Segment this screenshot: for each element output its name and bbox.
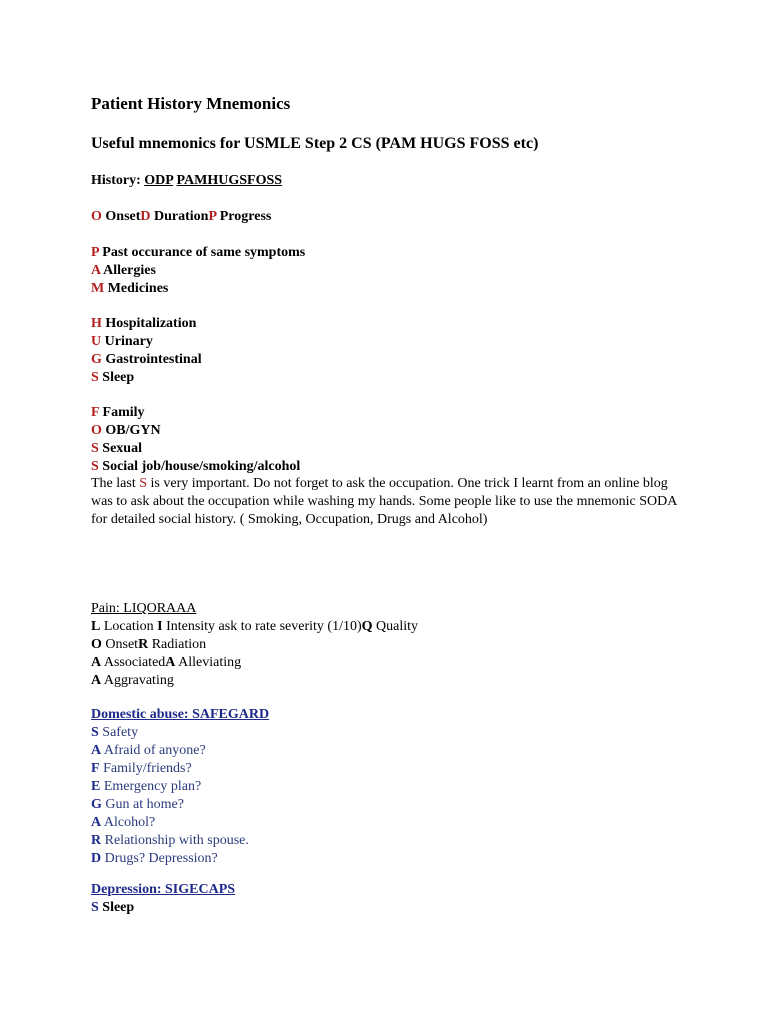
mnemonic-text: Family/friends? (103, 761, 192, 776)
list-item (91, 796, 269, 814)
mnemonic-letter: A (91, 673, 102, 688)
mnemonic-letter: L (91, 619, 101, 634)
mnemonic-letter: E (91, 779, 101, 794)
pain-heading: Pain: LIQORAAA (91, 601, 197, 616)
pain-row (91, 654, 418, 672)
list-item (91, 244, 305, 262)
mnemonic-letter: A (91, 655, 102, 670)
list-item (91, 814, 269, 832)
mnemonic-letter: A (91, 815, 102, 830)
list-item (91, 422, 300, 440)
mnemonic-letter: G (91, 797, 102, 812)
list-item (91, 832, 269, 850)
mnemonic-text: Family (102, 405, 145, 420)
domestic-abuse-heading: Domestic abuse: SAFEGARD (91, 707, 270, 722)
mnemonic-text: Gun at home? (105, 797, 184, 812)
mnemonic-text: Sexual (102, 441, 142, 456)
mnemonic-letter: O (91, 637, 102, 652)
mnemonic-letter: A (91, 743, 102, 758)
list-item (91, 404, 300, 422)
mnemonic-text: Medicines (107, 281, 169, 296)
mnemonic-letter: P (208, 209, 217, 224)
list-item (91, 333, 202, 351)
list-item (91, 899, 235, 917)
mnemonic-letter: S (91, 459, 99, 474)
list-item (91, 850, 269, 868)
mnemonic-letter: S (91, 900, 99, 915)
mnemonic-text: Safety (102, 725, 139, 740)
mnemonic-letter: I (157, 619, 163, 634)
mnemonic-text: Onset (105, 209, 141, 224)
mnemonic-letter: D (91, 851, 102, 866)
mnemonic-letter: S (91, 725, 99, 740)
list-item (91, 742, 269, 760)
mnemonic-text: Urinary (104, 334, 153, 349)
mnemonic-letter: D (140, 209, 151, 224)
pain-row (91, 636, 418, 654)
mnemonic-letter: R (91, 833, 102, 848)
mnemonic-letter: G (91, 352, 102, 367)
list-item (91, 440, 300, 458)
foss-list (91, 404, 300, 476)
list-item (91, 458, 300, 476)
history-label: History: (91, 173, 141, 188)
mnemonic-letter: U (91, 334, 102, 349)
mnemonic-letter: O (91, 209, 102, 224)
mnemonic-text: Onset (105, 637, 139, 652)
mnemonic-text: Associated (103, 655, 166, 670)
depression-heading: Depression: SIGECAPS (91, 882, 236, 897)
pain-row (91, 672, 418, 690)
mnemonic-text: Afraid of anyone? (103, 743, 206, 758)
mnemonic-letter: H (91, 316, 102, 331)
pain-row (91, 618, 418, 636)
list-item (91, 280, 305, 298)
list-item (91, 262, 305, 280)
list-item (91, 351, 202, 369)
mnemonic-text: Alleviating (178, 655, 242, 670)
list-item (91, 369, 202, 387)
page-subtitle: Useful mnemonics for USMLE Step 2 CS (PAM HUGS FOSS etc) (91, 135, 539, 152)
mnemonic-text: Progress (219, 209, 272, 224)
mnemonic-letter: S (91, 441, 99, 456)
mnemonic-letter: M (91, 281, 105, 296)
mnemonic-text: Alcohol? (103, 815, 156, 830)
mnemonic-letter: S (91, 370, 99, 385)
mnemonic-text: Aggravating (103, 673, 174, 688)
mnemonic-text: Allergies (103, 263, 156, 278)
list-item (91, 315, 202, 333)
mnemonic-text: Social job/house/smoking/alcohol (102, 459, 301, 474)
note-text: The last (91, 476, 140, 491)
history-code-odp: ODP (144, 173, 174, 188)
list-item (91, 724, 269, 742)
note-text: is very important. Do not forget to ask the occupation. One trick I learnt from an online blog was to ask about the occupation while washing my hands. Some people like to use the mnemonic SODA for detailed social history. ( Smoking, Occupation, Drugs and Alcohol) (91, 476, 677, 527)
page-title: Patient History Mnemonics (91, 94, 291, 113)
mnemonic-text: Hospitalization (105, 316, 197, 331)
mnemonic-letter: A (91, 263, 101, 278)
hugs-list (91, 315, 202, 387)
mnemonic-text: Quality (376, 619, 419, 634)
mnemonic-text: Location (103, 619, 158, 634)
depression-section (91, 881, 235, 917)
pam-list (91, 244, 305, 298)
mnemonic-letter: A (165, 655, 176, 670)
mnemonic-text: Duration (154, 209, 209, 224)
mnemonic-text: Intensity ask to rate severity (1/10) (166, 619, 362, 634)
mnemonic-text: Gastrointestinal (105, 352, 202, 367)
pain-section (91, 600, 418, 690)
mnemonic-letter: P (91, 245, 99, 260)
mnemonic-text: Emergency plan? (103, 779, 202, 794)
mnemonic-text: Drugs? Depression? (104, 851, 218, 866)
domestic-abuse-section (91, 706, 269, 868)
history-code-pamhugsfoss: PAMHUGSFOSS (176, 173, 283, 188)
history-heading (91, 172, 282, 190)
mnemonic-text: Radiation (151, 637, 207, 652)
mnemonic-letter: F (91, 405, 100, 420)
list-item (91, 760, 269, 778)
note-letter: S (139, 476, 148, 491)
list-item (91, 778, 269, 796)
mnemonic-text: Sleep (102, 900, 135, 915)
social-history-note (91, 475, 691, 529)
mnemonic-text: Relationship with spouse. (104, 833, 249, 848)
mnemonic-letter: F (91, 761, 100, 776)
mnemonic-letter: R (138, 637, 149, 652)
mnemonic-text: Sleep (102, 370, 135, 385)
odp-line (91, 208, 271, 226)
mnemonic-text: OB/GYN (105, 423, 161, 438)
mnemonic-letter: O (91, 423, 102, 438)
mnemonic-letter: Q (361, 619, 373, 634)
mnemonic-text: Past occurance of same symptoms (102, 245, 306, 260)
